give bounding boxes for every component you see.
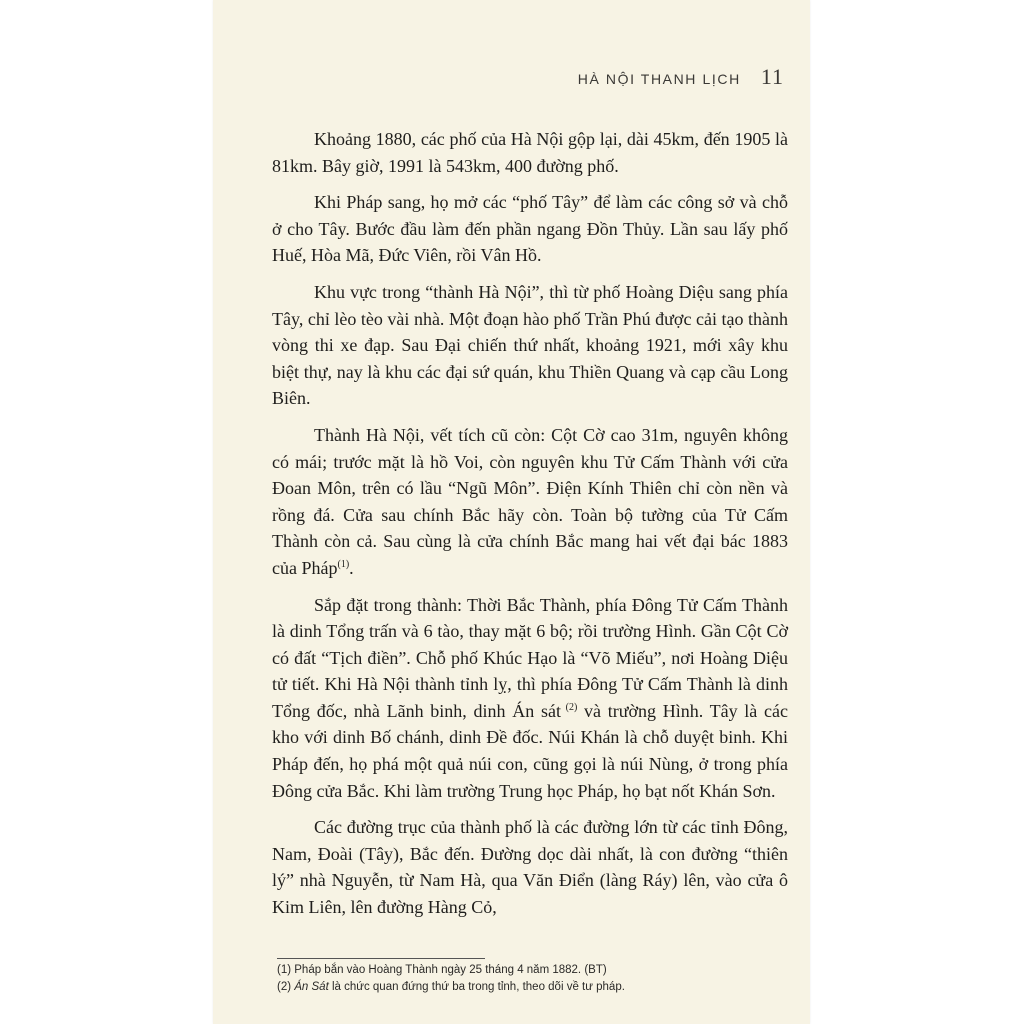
page-number: 11 [760,64,784,89]
running-head [578,64,784,90]
footnote [277,979,797,996]
paragraph-text: Sắp đặt trong thành: Thời Bắc Thành, phía Đông Tử Cấm Thành là dinh Tổng trấn và 6 tào, thay mặt 6 bộ; rồi trường Hình. Gần Cột Cờ có đất “Tịch điền”. Chỗ phố Khúc Hạo là “Võ Miếu”, nơi Hoàng Diệu tử tiết. Khi Hà Nội thành tỉnh lỵ, thì phía Đông Tử Cấm Thành là dinh Tổng đốc, nhà Lãnh binh, dinh Án sát [272,594,788,721]
footnote: (1) Pháp bắn vào Hoàng Thành ngày 25 tháng 4 năm 1882. (BT) [277,964,607,976]
paragraph: Khoảng 1880, các phố của Hà Nội gộp lại, dài 45km, đến 1905 là 81km. Bây giờ, 1991 là 543km, 400 đường phố. [272,129,788,176]
paragraph [272,592,788,805]
paragraph-text: . [349,557,354,578]
footnote-term: Án Sát [294,981,329,993]
paragraph: Khi Pháp sang, họ mở các “phố Tây” để làm các công sở và chỗ ở cho Tây. Bước đầu làm đến phần ngang Đồn Thủy. Lần sau lấy phố Huế, Hòa Mã, Đức Viên, rồi Vân Hồ. [272,192,788,266]
footnote-number: (2) [277,981,295,993]
footnotes [277,962,797,996]
paragraph-text: Thành Hà Nội, vết tích cũ còn: Cột Cờ cao 31m, nguyên không có mái; trước mặt là hồ Voi, còn nguyên khu Tử Cấm Thành với cửa Đoan Môn, trên có lầu “Ngũ Môn”. Điện Kính Thiên chỉ còn nền và rồng đá. Cửa sau chính Bắc hãy còn. Toàn bộ tường của Tử Cấm Thành còn cả. Sau cùng là cửa chính Bắc mang hai vết đại bác 1883 của Pháp [272,424,788,578]
footnote-divider [277,958,485,959]
paragraph-text: và trường Hình. Tây là các kho với dinh Bố chánh, dinh Đề đốc. Núi Khán là chỗ duyệt binh. Khi Pháp đến, họ phá một quả núi con, cũng gọi là núi Nùng, ở trong phía Đông cửa Bắc. Khi làm trường Trung học Pháp, họ bạt nốt Khán Sơn. [272,700,788,801]
paragraph [272,422,788,582]
paragraph: Các đường trục của thành phố là các đường lớn từ các tỉnh Đông, Nam, Đoài (Tây), Bắc đến. Đường dọc dài nhất, là con đường “thiên lý” nhà Nguyễn, từ Nam Hà, qua Văn Điển (làng Ráy) lên, vào cửa ô Kim Liên, lên đường Hàng Cỏ, [272,817,788,918]
footnote-ref: (2) [560,701,578,713]
running-title: HÀ NỘI THANH LỊCH [577,71,741,87]
body-text [272,126,788,931]
paragraph: Khu vực trong “thành Hà Nội”, thì từ phố Hoàng Diệu sang phía Tây, chỉ lèo tèo vài nhà. Một đoạn hào phố Trần Phú được cải tạo thành vòng thi xe đạp. Sau Đại chiến thứ nhất, khoảng 1921, mới xây khu biệt thự, nay là khu các đại sứ quán, khu Thiền Quang và cạp cầu Long Biên. [272,281,788,409]
book-page [213,0,810,1024]
footnote-ref: (1) [337,558,350,570]
footnote-text: là chức quan đứng thứ ba trong tỉnh, theo dõi về tư pháp. [328,981,625,993]
